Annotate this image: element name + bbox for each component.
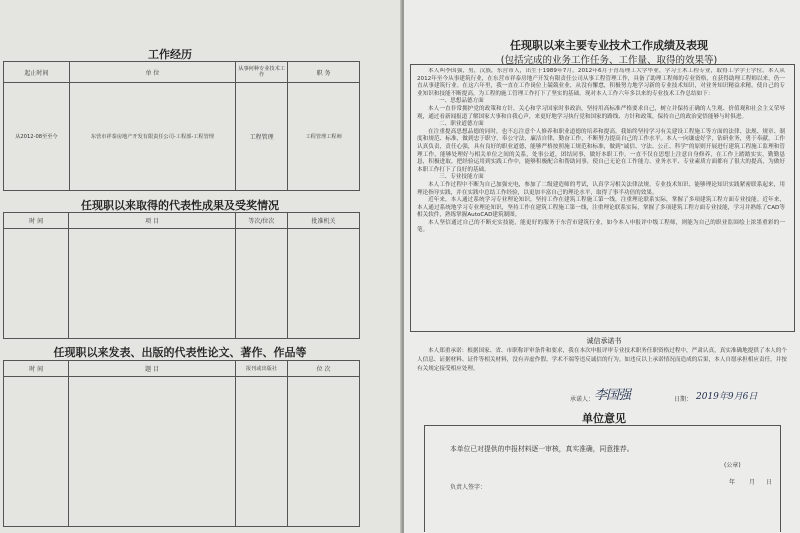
date-label: 日期：	[674, 396, 693, 403]
integrity-paragraph: 本人郑重承诺：根据国家、省、市职称评审条件和要求，我在本次申报评审专业技术职务任职资格过程中，严肃认真，真实准确地提供了本人的个人信息、证据材料、证件等相关材料，没有弄虚作假、学术不端等违反诚信的行为。如违反以上承诺情况而造成的后果，本人自愿承担相应责任，并按有关规定接受相应处理。	[417, 348, 787, 372]
summary-subtitle: (包括完成的业务工作任务、工作量、取得的效果等)	[500, 55, 718, 66]
unit-cell: 东营市祥泰房地产开发有限责任公司-工程部-工程管理	[69, 83, 235, 191]
achievements-table	[3, 212, 360, 339]
work-cell: 工程管理	[236, 83, 288, 191]
empty-cell	[4, 229, 69, 339]
header-rank: 等次/位次	[235, 213, 287, 229]
empty-cell	[288, 229, 360, 339]
summary-heading: 二、职业道德方面	[439, 121, 484, 128]
summary-paragraph: 本人坚信通过自己的不断充实技能，能更好的服务于东营市建筑行业，如今本人申报评中级工程师，则能为自己的职业监围绘上浓墨重彩的一笔。	[417, 219, 785, 234]
unit-opinion-frame	[424, 425, 781, 532]
empty-cell	[235, 229, 287, 339]
header-authority: 批准机关	[288, 213, 360, 229]
empty-cell	[69, 229, 235, 339]
summary-title: 任现职以来主要专业技术工作成绩及表现	[510, 39, 708, 52]
summary-paragraph: 本人一直非常拥护党的政策和方针，关心和学习国家时事政治，坚持用高标准严格要求自己，树立并保持正确的人生观、价值观和社会主义荣辱观，通过看新闻报道了解国家大事和自我心声，来更好地学习执行党和国家的路线、方针和政策，保持自己的政治觉悟能够与时俱进。	[417, 105, 785, 120]
empty-cell	[69, 377, 236, 527]
header-time: 时 间	[4, 213, 69, 229]
publications-title: 任现职以来发表、出版的代表性论文、著作、作品等	[53, 346, 307, 359]
header-unit: 单 位	[69, 62, 235, 83]
summary-heading: 三、专业技能方面	[439, 174, 484, 181]
table-header-row	[4, 213, 360, 229]
year-label: 年	[729, 479, 736, 486]
integrity-title: 诚信承诺书	[586, 337, 622, 345]
publications-table	[3, 360, 360, 527]
summary-paragraph: 本人叫李国强，男，汉族，东营市人，出生于1989年7月，2012年6月于青岛理工大学毕业，学习土木工程专业，取得工学学士学位。本人从2012年至今从事建筑行业，在东营市祥泰房地产开发有限责任公司从事工程管理工作，具备了助理工程师的专业资格，在获得助理工程师以来，仍一直从事建筑行业。在这六年里，我一直在工作岗位上兢兢业业，从没有懈怠，积极努力地学习新的专业技术知识，对业务知识精益求精，使自己的专业知识和技能不断提高，为工程的施工管理工作打下了坚实的基础。现对本人工作六年多以来的专业技术工作总结如下：	[417, 68, 785, 97]
signer-label: 承诺人：	[570, 396, 595, 403]
header-project: 项 目	[69, 213, 235, 229]
header-publisher: 报刊或出版社	[235, 361, 287, 377]
unit-opinion-text: 本单位已对提供的申报材料逐一审核，真实准确，同意推荐。	[450, 445, 634, 453]
period-cell: 从2012-08至至今	[4, 83, 70, 191]
right-page	[404, 0, 800, 533]
duty-cell: 工程管理工程师	[288, 83, 360, 191]
signature: 李国强	[594, 388, 631, 403]
day-label: 日	[766, 479, 773, 486]
header-time: 时 间	[4, 361, 69, 377]
summary-paragraph: 本人工作过程中不断为自己加强充电，参加了二级建造师的考试，认真学习相关法律法规。专业技术知识、能够理论知识实践紧密联系起来，用理论指导实践，并在实践中总结工作经验，以更加丰富自己的理论水平，取得了事半功倍的效果。	[417, 181, 785, 196]
summary-paragraph: 近年来，本人通过系统学习专业理论知识，坚持工作在建筑工程施工第一线，注重理论联系实际，掌握了多项建筑工程方面专业技能。近年来，本人通过系统地学习专业理论知识，坚持工作在建筑工程施工第一线，注重理论联系实际，掌握了多项建筑工程方面专业技能，学习并熟练了CAD等相关软件，熟练掌握AutoCAD建筑制图。	[417, 197, 785, 219]
work-history-table	[3, 61, 360, 191]
empty-cell	[4, 377, 69, 527]
seal-label: (公章)	[724, 462, 741, 469]
empty-cell	[235, 377, 287, 527]
work-history-title: 工作经历	[148, 48, 192, 61]
table-row	[4, 229, 360, 339]
unit-opinion-title: 单位意见	[582, 412, 626, 425]
head-signature-label: 负责人签字：	[450, 484, 487, 491]
empty-cell	[288, 377, 360, 527]
table-row	[4, 83, 360, 191]
month-label: 月	[749, 479, 756, 486]
summary-body	[417, 68, 785, 324]
header-duty: 职 务	[288, 62, 360, 83]
header-title: 题 目	[69, 361, 236, 377]
table-header-row	[4, 62, 360, 83]
header-period: 起止时间	[4, 62, 70, 83]
summary-heading: 一、思想品德方面	[439, 98, 484, 105]
header-work: 从事何种专业技术工作	[236, 62, 288, 83]
summary-paragraph: 在注重提高思想品德的同时，也不忘注意个人修养和职业道德的培养和提高。我始终坚持学习有关建设工程施工等方面的法律、法规、规章、制度和规范、标准，做到忠于职守，奉公守法，廉洁自律，勤奋工作，不断努力提高自己的工作水平。本人一向谦虚好学，钻研业务，勇于奉献，工作认真负责，责任心强，具有良好的职业道德，能够严格按照施工规范和标准，做到“诚信、守法、公正、科学”的原则开展进行建筑工程施工监理和管理工作，能够处理好与相关单位之间的关系，处事公道，团结同事，做好本职工作。一直不仅在思想上注意自身修养，在工作上踏踏实实，勤勤恳恳，积极进取，把经验运用到实践工作中，能够积极配合和帮助同事，使自己无论在工作能力、业务水平、专业素质方面都有了很大的提高，为做好本职工作打下了良好的基础。	[417, 128, 785, 173]
signed-date: 2019年9月6日	[696, 392, 758, 402]
table-row	[4, 377, 360, 527]
integrity-text	[417, 347, 787, 374]
table-header-row	[4, 361, 360, 377]
achievements-title: 任现职以来取得的代表性成果及受奖情况	[81, 199, 279, 212]
header-position: 位 次	[288, 361, 360, 377]
